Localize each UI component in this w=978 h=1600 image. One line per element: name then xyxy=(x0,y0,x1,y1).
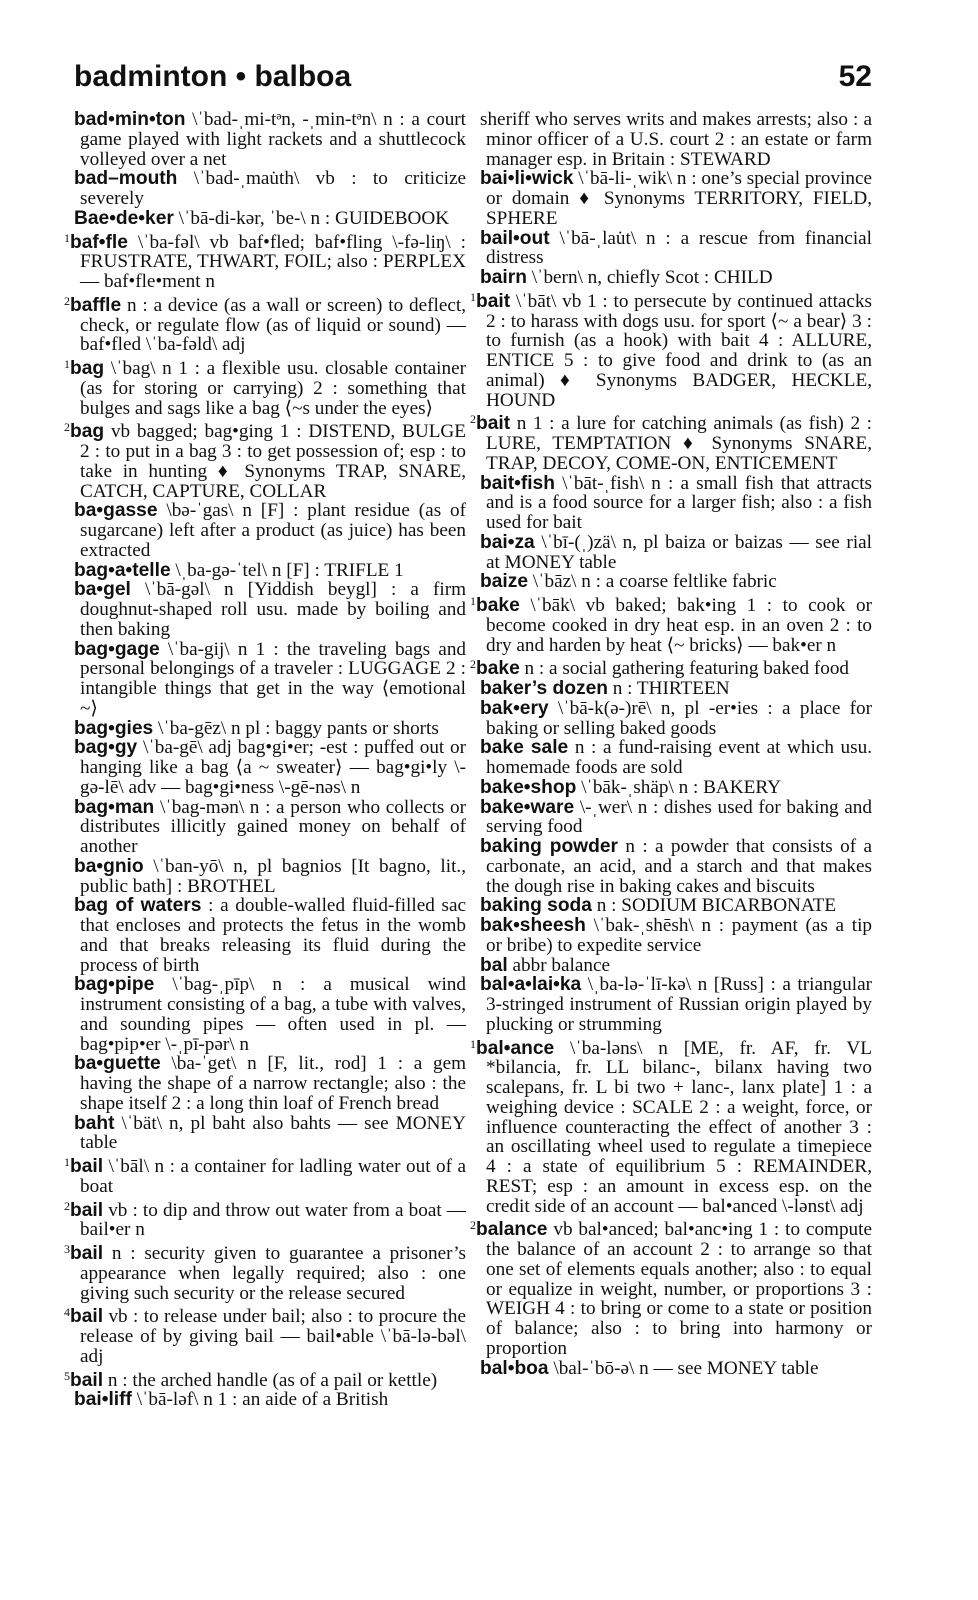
headword: baker’s dozen xyxy=(480,678,608,699)
definition-text: \ˈba-gēz\ n pl : baggy pants or shorts xyxy=(158,717,439,739)
headword: baking soda xyxy=(480,895,592,917)
dictionary-entry xyxy=(64,229,467,292)
homograph-number: 1 xyxy=(64,1155,70,1169)
dictionary-entry xyxy=(470,592,872,656)
homograph-number: 1 xyxy=(470,289,476,304)
dictionary-entry xyxy=(480,896,872,916)
dictionary-entry xyxy=(64,1367,466,1391)
headword: bai•li•wick xyxy=(480,168,574,190)
headword: bag xyxy=(70,358,105,379)
dictionary-entry xyxy=(480,533,872,573)
dictionary-entry xyxy=(470,1035,872,1217)
dictionary-entry xyxy=(64,418,466,502)
dictionary-entry xyxy=(470,655,872,680)
dictionary-entry xyxy=(74,209,466,229)
homograph-number: 1 xyxy=(64,230,70,245)
headword: ba•gasse xyxy=(74,500,158,522)
headword: bag•gy xyxy=(74,737,138,759)
homograph-number: 2 xyxy=(64,420,70,435)
headword: bag xyxy=(70,421,105,443)
homograph-number: 1 xyxy=(470,594,476,608)
definition-text: \ˈba-gij\ n 1 : the traveling bags and personal belongings of a traveler : LUGGAGE 2 : intangible things that get in the way ⟨emotional ~⟩ xyxy=(80,638,467,719)
definition-text: n : the arched handle (as of a pail or kettle) xyxy=(107,1369,438,1391)
definition-text: \ˈbern\ n, chiefly Scot : CHILD xyxy=(531,267,773,288)
headword: bairn xyxy=(480,267,527,288)
headword: ba•gel xyxy=(74,579,131,601)
dictionary-entry xyxy=(470,1216,873,1359)
dictionary-entry xyxy=(74,857,466,897)
headword: Bae•de•ker xyxy=(74,207,174,229)
dictionary-entry xyxy=(480,229,872,269)
headword: baht xyxy=(74,1112,115,1134)
definition-text: \ba-ˈget\ n [F, lit., rod] 1 : a gem having the shape of a narrow rectangle; also : the shape itself 2 : a long thin loaf of French bread xyxy=(80,1053,467,1114)
definition-text: n : a fund-raising event at which usu. homemade foods are sold xyxy=(486,737,872,778)
dictionary-entry xyxy=(74,798,466,857)
definition-text: \ˈbā-li-ˌwik\ n : one’s special province or domain ♦ Synonyms TERRITORY, FIELD, SPHERE xyxy=(486,168,872,229)
definition-text: \ˈbā-ˌlau̇t\ n : a rescue from financial distress xyxy=(486,227,873,269)
definition-text: \ˈbā-k(ə-)rē\ n, pl -er•ies : a place for baking or selling baked goods xyxy=(486,697,872,739)
headword: bake•ware xyxy=(480,796,575,818)
headword: bait xyxy=(476,413,511,435)
definition-text: \ˈbāt-ˌfish\ n : a small fish that attracts and is a food source for a larger fish; also : a fish used for bait xyxy=(486,472,873,533)
headword: bak•ery xyxy=(480,697,549,719)
definition-text: vb bal•anced; bal•anc•ing 1 : to compute the balance of an account 2 : to arrange so that one set of elements equals another; also : to equal or equalize in weight, number, or proportions 3 : WEIGH 4 : to bring or come to a state or position of balance; also : to bring into harmony or proportion xyxy=(486,1219,873,1359)
definition-text: \bə-ˈgas\ n [F] : plant residue (as of sugarcane) left after a product (as juice) has been extracted xyxy=(80,500,466,561)
definition-text: \ˈban-yō\ n, pl bagnios [It bagno, lit., public bath] : BROTHEL xyxy=(80,855,466,897)
definition-text: \ˈbag\ n 1 : a flexible usu. closable container (as for storing or carrying) 2 : something that bulges and sags like a bag ⟨~s under the eyes⟩ xyxy=(80,358,467,419)
headword: bad•min•ton xyxy=(74,109,186,130)
headword: bail xyxy=(70,1243,104,1264)
headword: bai•liff xyxy=(74,1389,132,1411)
dictionary-entry xyxy=(74,1114,466,1154)
dictionary-entry xyxy=(74,738,466,797)
guide-words: badminton • balboa xyxy=(74,60,352,93)
headword: baize xyxy=(480,571,528,593)
homograph-number: 1 xyxy=(470,1036,476,1051)
headword: baking powder xyxy=(480,836,618,857)
definition-text: sheriff who serves writs and makes arrests; also : a minor officer of a U.S. court 2 : an estate or farm manager esp. in Britain : STEWARD xyxy=(480,109,872,170)
headword: bai•za xyxy=(480,531,535,553)
definition-text: \ˈbad-ˌmau̇th\ vb : to criticize severely xyxy=(80,168,466,209)
dictionary-entry xyxy=(480,474,872,533)
dictionary-entry xyxy=(64,1240,466,1304)
dictionary-entry xyxy=(74,580,466,639)
definition-text: \ˈbāt\ vb 1 : to persecute by continued attacks 2 : to harass with dogs usu. for sport ⟨~ a bear⟩ 3 : to furnish (as a hook) with bait 4 : ALLURE, ENTICE 5 : to give food and drink to (as an animal) ♦ Synonyms BADGER, HECKLE, HOUND xyxy=(486,290,873,411)
dictionary-entry xyxy=(64,355,467,419)
homograph-number: 2 xyxy=(64,1198,70,1213)
headword: bag of waters xyxy=(74,895,202,917)
headword: bal•ance xyxy=(476,1037,555,1059)
definition-text: \ˈbāz\ n : a coarse feltlike fabric xyxy=(532,571,777,593)
dictionary-entry xyxy=(480,679,872,699)
headword: bak•sheesh xyxy=(480,915,586,936)
dictionary-entry xyxy=(74,1390,466,1410)
dictionary-entry xyxy=(480,837,872,896)
dictionary-entry xyxy=(74,719,466,739)
definition-text: vb : to release under bail; also : to procure the release of by giving bail — bail•able \ˈbā-lə-bəl\ adj xyxy=(80,1306,467,1367)
dictionary-entry xyxy=(64,1153,466,1197)
homograph-number: 2 xyxy=(470,657,476,672)
definition-text: n : a powder that consists of a carbonate, an acid, and a starch and that makes the dough rise in baking cakes and biscuits xyxy=(486,836,872,897)
headword: bag•pipe xyxy=(74,974,155,996)
definition-text: \ˈbāl\ n : a container for ladling water out of a boat xyxy=(80,1156,466,1197)
definition-text: n : security given to guarantee a prisoner’s appearance when legally required; also : one giving such security or the release secured xyxy=(80,1243,466,1304)
headword: bake xyxy=(476,658,520,680)
headword: bag•gies xyxy=(74,717,154,739)
page-number: 52 xyxy=(838,60,872,93)
definition-text: : a double-walled fluid-filled sac that encloses and protects the fetus in the womb and that breaks releasing its fluid during the process of birth xyxy=(80,895,466,976)
definition-text: n : THIRTEEN xyxy=(612,678,730,699)
definition-text: vb bagged; bag•ging 1 : DISTEND, BULGE 2 : to put in a bag 3 : to get possession of; esp : to take in hunting ♦ Synonyms TRAP, SNARE, CATCH, CAPTURE, COLLAR xyxy=(80,421,466,502)
headword: ba•guette xyxy=(74,1053,161,1075)
definition-text: \bal-ˈbō-ə\ n — see MONEY table xyxy=(553,1357,819,1379)
right-column xyxy=(470,109,873,1379)
dictionary-entry xyxy=(64,1197,466,1241)
dictionary-entry xyxy=(470,410,872,474)
definition-text: n 1 : a lure for catching animals (as fish) 2 : LURE, TEMPTATION ♦ Synonyms SNARE, TRAP, DECOY, COME-ON, ENTICEMENT xyxy=(486,413,872,474)
definition-text: \ˌba-lə-ˈlī-kə\ n [Russ] : a triangular 3-stringed instrument of Russian origin played by plucking or strumming xyxy=(486,974,872,1035)
dictionary-entry xyxy=(74,110,466,169)
dictionary-entry xyxy=(480,738,872,778)
homograph-number: 2 xyxy=(470,1218,476,1233)
dictionary-entry xyxy=(74,169,466,209)
definition-text: \ˈbak-ˌshēsh\ n : payment (as a tip or bribe) to expedite service xyxy=(486,915,873,956)
definition-text: \ˈbad-ˌmi-tᵊn, -ˌmin-tᵊn\ n : a court game played with light rackets and a shuttlecock volleyed over a net xyxy=(80,109,467,170)
dictionary-entry xyxy=(480,572,872,592)
dictionary-entry xyxy=(74,896,466,975)
dictionary-entry xyxy=(480,778,872,798)
headword: baf•fle xyxy=(70,231,128,253)
dictionary-entry xyxy=(480,916,872,956)
dictionary-entry xyxy=(74,501,466,560)
headword: bake•shop xyxy=(480,776,577,798)
homograph-number: 4 xyxy=(64,1305,70,1320)
definition-text: \ˈba-ləns\ n [ME, fr. AF, fr. VL *bilancia, fr. LL bilanc-, bilanx having two scalepans, fr. L bi two + lanc-, lanx plate] 1 : a weighing device : SCALE 2 : a weight, force, or influence counteracting the effect of another 3 : an oscillating wheel used to regulate a timepiece 4 : a state of equilibrium 5 : REMAINDER, REST; esp : an amount in excess esp. on the credit side of an account — bal•anced \-lənst\ adj xyxy=(486,1037,872,1217)
definition-text: \ˈba-gē\ adj bag•gi•er; -est : puffed out or hanging like a bag ⟨a ~ sweater⟩ — bag•gi•ly \-gə-lē\ adv — bag•gi•ness \-gē-nəs\ n xyxy=(80,737,467,798)
definition-text: abbr balance xyxy=(512,954,611,976)
dictionary-entry xyxy=(480,798,872,838)
headword: bail•out xyxy=(480,227,550,249)
dictionary-entry xyxy=(64,1303,467,1367)
headword: bail xyxy=(70,1306,104,1328)
definition-text: n : a social gathering featuring baked food xyxy=(524,658,850,680)
headword: bait xyxy=(476,290,511,312)
definition-text: \ˈbag-mən\ n : a person who collects or distributes illicitly gained money on behalf of another xyxy=(80,796,467,857)
definition-text: \-ˌwer\ n : dishes used for baking and serving food xyxy=(486,796,872,838)
dictionary-entry xyxy=(480,268,872,288)
definition-text: \ˈbā-ləf\ n 1 : an aide of a British xyxy=(136,1389,389,1411)
dictionary-entry xyxy=(64,292,466,356)
dictionary-entry xyxy=(74,1054,466,1113)
headword: bad–mouth xyxy=(74,168,178,190)
headword: bal•a•lai•ka xyxy=(480,974,582,996)
headword: balance xyxy=(476,1219,548,1241)
definition-text: \ˈbā-gəl\ n [Yiddish beygl] : a firm doughnut-shaped roll usu. made by boiling and then baking xyxy=(80,579,467,640)
dictionary-entry xyxy=(74,561,466,581)
homograph-number: 1 xyxy=(64,357,70,371)
headword: bail xyxy=(70,1369,104,1391)
headword: bag•gage xyxy=(74,638,160,660)
homograph-number: 3 xyxy=(64,1242,70,1256)
headword: bake xyxy=(476,595,520,616)
headword: baffle xyxy=(70,294,122,316)
definition-text: \ˈbāk\ vb baked; bak•ing 1 : to cook or become cooked in dry heat esp. in an oven 2 : to dry and harden by heat ⟨~ bricks⟩ — bak•er n xyxy=(486,595,872,656)
headword: bal xyxy=(480,954,508,976)
headword: bal•boa xyxy=(480,1357,549,1379)
dictionary-entry xyxy=(470,288,873,411)
definition-text: \ˈbät\ n, pl baht also bahts — see MONEY table xyxy=(80,1112,467,1154)
page-header xyxy=(74,60,872,104)
definition-text: \ˈbāk-ˌshäp\ n : BAKERY xyxy=(581,776,781,798)
headword: bake sale xyxy=(480,737,569,759)
definition-text: \ˈba-fəl\ vb baf•fled; baf•fling \-fə-liŋ\ : FRUSTRATE, THWART, FOIL; also : PERPLEX — baf•fle•ment n xyxy=(80,231,467,292)
dictionary-entry xyxy=(480,110,872,169)
dictionary-entry xyxy=(480,1359,872,1379)
dictionary-entry xyxy=(480,975,872,1034)
homograph-number: 2 xyxy=(64,293,70,308)
dictionary-entry xyxy=(480,169,872,228)
headword: bait•fish xyxy=(480,472,555,494)
definition-text: \ˈbī-(ˌ)zä\ n, pl baiza or baizas — see rial at MONEY table xyxy=(486,531,872,573)
headword: bail xyxy=(70,1199,104,1221)
definition-text: vb : to dip and throw out water from a boat — bail•er n xyxy=(80,1199,466,1241)
homograph-number: 5 xyxy=(64,1368,70,1383)
definition-text: n : a device (as a wall or screen) to deflect, check, or regulate flow (as of liquid or sound) — baf•fled \ˈba-fəld\ adj xyxy=(80,294,466,356)
headword: ba•gnio xyxy=(74,855,144,877)
dictionary-entry xyxy=(74,640,466,719)
dictionary-entry xyxy=(74,975,466,1054)
dictionary-entry xyxy=(480,699,872,739)
left-column xyxy=(64,109,467,1411)
headword: bag•a•telle xyxy=(74,559,171,581)
dictionary-entry xyxy=(480,956,872,976)
headword: bail xyxy=(70,1156,104,1177)
definition-text: \ˈbā-di-kər, ˈbe-\ n : GUIDEBOOK xyxy=(178,207,450,229)
definition-text: n : SODIUM BICARBONATE xyxy=(596,895,837,917)
definition-text: \ˈbag-ˌpīp\ n : a musical wind instrument consisting of a bag, a tube with valves, and sounding pipes — often used in pl. — bag•pip•er \-ˌpī-pər\ n xyxy=(80,974,466,1055)
headword: bag•man xyxy=(74,796,155,818)
definition-text: \ˌba-gə-ˈtel\ n [F] : TRIFLE 1 xyxy=(175,559,404,581)
homograph-number: 2 xyxy=(470,412,476,427)
